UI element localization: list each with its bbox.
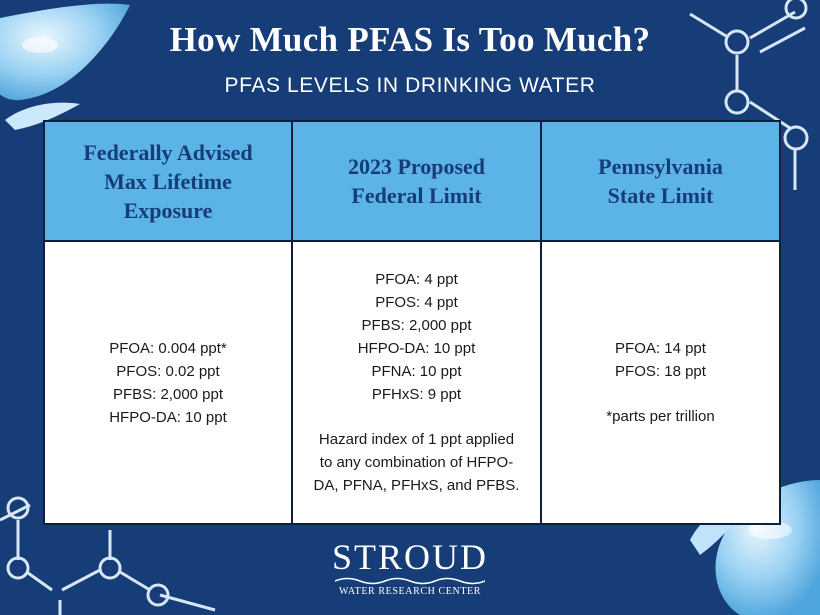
limit-line: PFOS: 4 ppt [375,294,458,311]
stroud-logo [318,538,502,608]
wave-icon [335,576,485,586]
limit-line: PFBS: 2,000 ppt [361,317,472,334]
limit-line: HFPO-DA: 10 ppt [109,408,227,426]
note-line: DA, PFNA, PFHxS, and PFBS. [313,477,520,494]
header-line: Max Lifetime [104,168,232,194]
logo-wordmark: STROUD [331,537,489,577]
limit-line: PFOS: 18 ppt [615,363,706,380]
limit-line: HFPO-DA: 10 ppt [357,340,476,357]
column-body-federal-advised [45,242,293,523]
column-header-federal-advised [45,122,293,242]
limit-line: PFOA: 0.004 ppt* [109,339,227,357]
pfas-limits-table [43,120,781,525]
header-line: Federally Advised [83,139,253,165]
column-header-proposed-federal [293,122,542,242]
page-subtitle: PFAS LEVELS IN DRINKING WATER [224,74,596,97]
note-line: to any combination of HFPO- [319,454,514,471]
column-header-pennsylvania [542,122,779,242]
header-line: State Limit [607,183,714,208]
limit-line: PFOA: 4 ppt [375,271,458,288]
limit-line: PFNA: 10 ppt [371,363,462,380]
column-body-pennsylvania [542,242,779,523]
limit-line: PFOS: 0.02 ppt [116,362,220,380]
page-title: How Much PFAS Is Too Much? [169,20,651,59]
footnote: *parts per trillion [606,408,715,425]
header-line: Pennsylvania [598,154,723,179]
header-line: Exposure [123,197,213,223]
header-line: Federal Limit [351,183,482,208]
limit-line: PFBS: 2,000 ppt [112,385,224,403]
column-body-proposed-federal [293,242,542,523]
limit-line: PFOA: 14 ppt [615,340,706,357]
limit-line: PFHxS: 9 ppt [371,386,462,403]
logo-tagline: WATER RESEARCH CENTER [338,586,482,597]
note-line: Hazard index of 1 ppt applied [318,431,515,448]
header-line: 2023 Proposed [347,154,486,179]
